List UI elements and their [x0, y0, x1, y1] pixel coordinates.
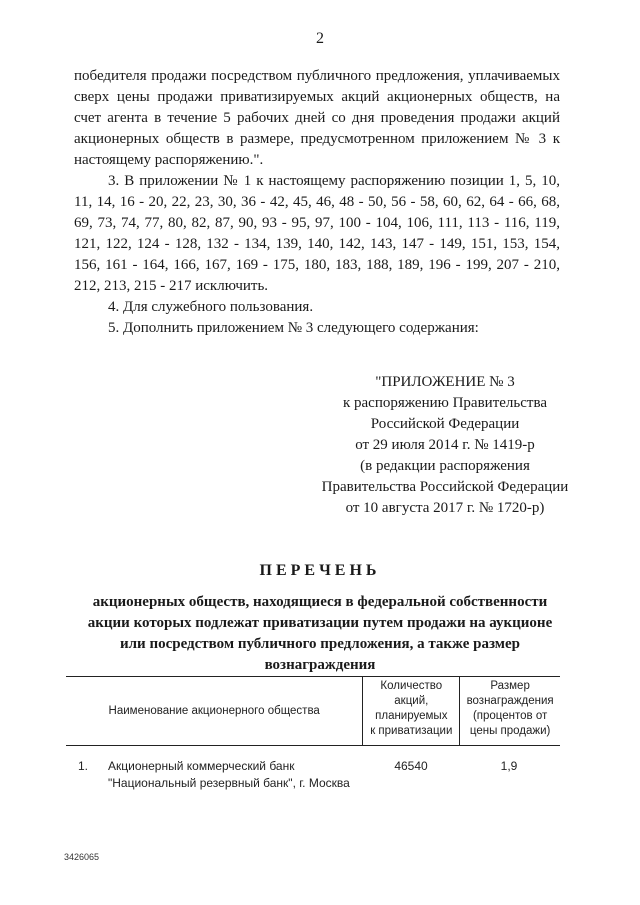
- row-company-name: [108, 758, 363, 792]
- appendix-header: [300, 372, 590, 519]
- paragraph-item-3: 3. В приложении № 1 к настоящему распоряжению позиции 1, 5, 10, 11, 14, 16 - 20, 22, 23, 30, 36 - 42, 45, 46, 48 - 50, 56 - 58, 60, 62, 64 - 66, 68, 69, 73, 74, 77, 80, 82, 87, 90, 93 - 95, 97, 100 - 104, 106, 111, 113 - 116, 119, 121, 122, 124 - 128, 132 - 134, 139, 140, 142, 143, 147 - 149, 151, 153, 154, 156, 161 - 164, 166, 167, 169 - 175, 180, 183, 188, 189, 196 - 199, 207 - 210, 212, 213, 215 - 217 исключить.: [74, 173, 560, 294]
- company-name-line: Акционерный коммерческий банк: [108, 759, 295, 773]
- appendix-line: к распоряжению Правительства: [342, 395, 547, 411]
- paragraph-item-5: 5. Дополнить приложением № 3 следующего содержания:: [108, 320, 479, 336]
- header-qty-line: к приватизации: [370, 725, 453, 737]
- header-fee-line: Размер: [490, 680, 530, 692]
- appendix-line: Правительства Российской Федерации: [321, 479, 569, 495]
- appendix-line: "ПРИЛОЖЕНИЕ № 3: [375, 374, 515, 390]
- document-code: 3426065: [64, 852, 100, 862]
- paragraph-item-4: 4. Для служебного пользования.: [108, 299, 314, 315]
- row-number: 1.: [78, 759, 89, 773]
- company-name-line: "Национальный резервный банк", г. Москва: [108, 776, 350, 790]
- subtitle-line: акции которых подлежат приватизации путем продажи на аукционе: [87, 615, 553, 631]
- body-text: [74, 66, 560, 339]
- header-qty-line: Количество: [380, 680, 443, 692]
- paragraph-continuation: победителя продажи посредством публичного предложения, уплачиваемых сверх цены продажи приватизируемых акций акционерных обществ, на счет агента в течение 5 рабочих дней со дня проведения продажи акций акционерных обществ в размере, предусмотренном приложением № 3 к настоящему распоряжению.".: [74, 68, 560, 168]
- header-company-name: Наименование акционерного общества: [108, 704, 320, 717]
- appendix-line: Российской Федерации: [370, 416, 520, 432]
- list-title: ПЕРЕЧЕНЬ: [259, 562, 381, 579]
- subtitle-line: или посредством публичного предложения, а также размер: [120, 636, 520, 652]
- header-share-quantity: [362, 677, 459, 745]
- companies-table: [66, 676, 560, 792]
- appendix-line: от 10 августа 2017 г. № 1720-р): [345, 500, 545, 516]
- appendix-line: (в редакции распоряжения: [360, 458, 530, 474]
- header-fee-line: вознаграждения: [466, 695, 554, 707]
- table-row: [66, 758, 560, 792]
- table-header: [66, 676, 560, 746]
- subtitle-line: вознаграждения: [264, 657, 376, 673]
- appendix-line: от 29 июля 2014 г. № 1419-р: [355, 437, 535, 453]
- list-subtitle: [70, 592, 570, 676]
- header-fee-line: (процентов от: [472, 710, 548, 722]
- row-share-quantity: 46540: [394, 759, 428, 773]
- subtitle-line: акционерных обществ, находящиеся в федеральной собственности: [92, 594, 548, 610]
- header-fee-size: [459, 677, 560, 745]
- header-qty-line: акций,: [394, 695, 429, 707]
- row-fee-size: 1,9: [500, 759, 518, 773]
- page-number: 2: [316, 30, 324, 47]
- header-qty-line: планируемых: [375, 710, 448, 722]
- header-fee-line: цены продажи): [469, 725, 551, 737]
